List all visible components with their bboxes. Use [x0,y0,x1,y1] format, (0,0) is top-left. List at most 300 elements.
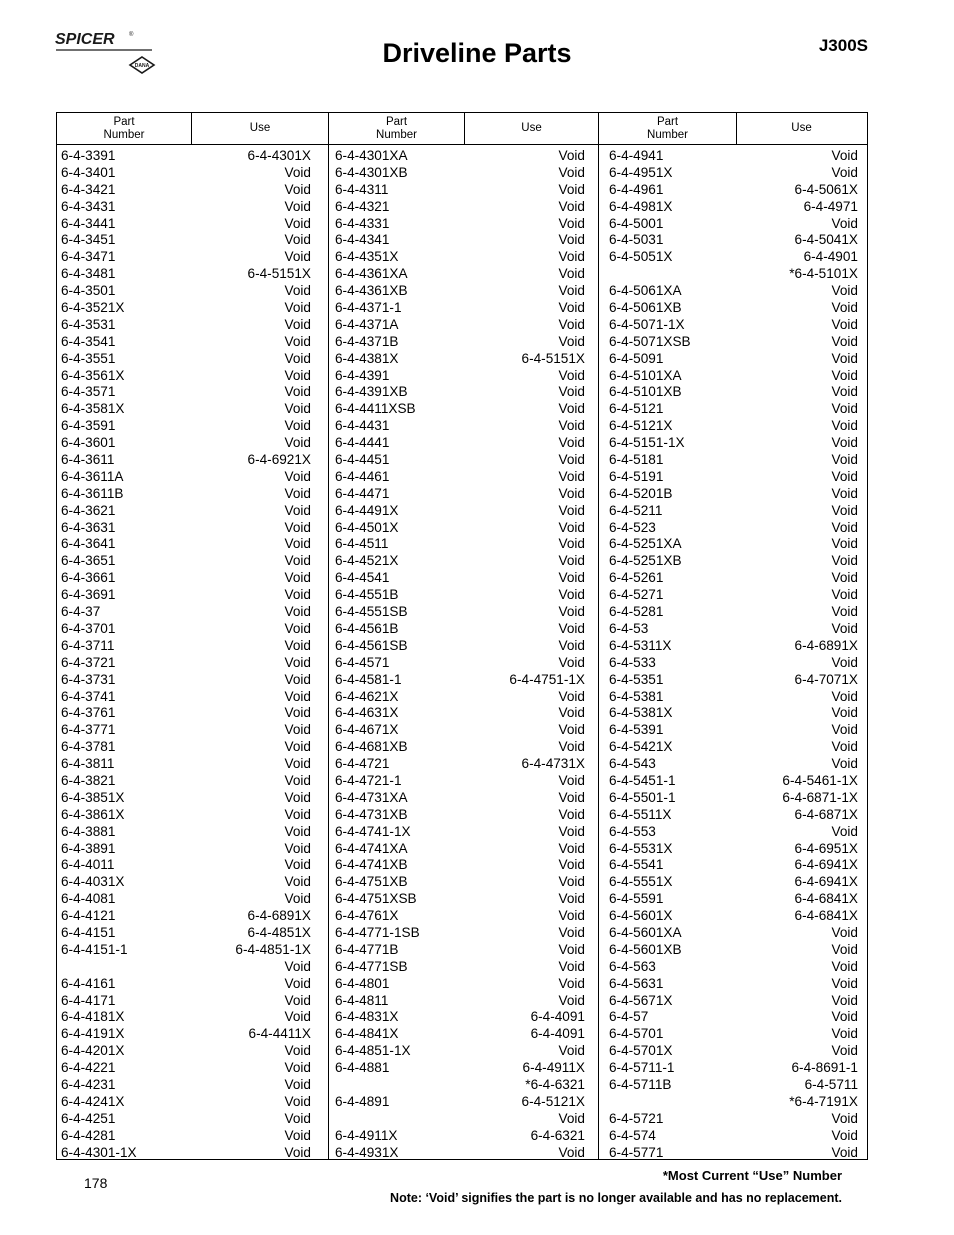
table-row [609,199,858,216]
table-row [335,216,585,233]
table-row [61,351,311,368]
use-cell: *6-4-6321 [525,1076,585,1092]
part-number-cell: 6-4-4231 [61,1076,116,1092]
part-number-cell: 6-4-4621X [335,688,399,704]
use-cell: Void [558,367,585,383]
part-number-cell: 6-4-4391 [335,367,390,383]
use-cell: 6-4-6871-1X [782,789,858,805]
table-row [609,773,858,790]
use-cell: Void [558,806,585,822]
use-cell: Void [284,502,311,518]
table-row [335,486,585,503]
table-row [335,672,585,689]
table-row [335,1026,585,1043]
part-number-cell: 6-4-3571 [61,384,116,400]
header-divider [191,113,192,144]
part-number-cell: 6-4-4461 [335,468,390,484]
use-cell: Void [558,1043,585,1059]
use-cell: Void [284,181,311,197]
use-cell: Void [831,1144,858,1160]
table-row [335,739,585,756]
table-row [61,655,311,672]
use-cell: 6-4-4731X [521,756,585,772]
use-cell: Void [284,485,311,501]
use-cell: Void [558,772,585,788]
table-row [61,266,311,283]
part-number-cell: 6-4-4551B [335,587,399,603]
table-row [61,165,311,182]
table-row [609,486,858,503]
part-number-cell: 6-4-4121 [61,908,116,924]
part-number-cell: 6-4-5771 [609,1144,664,1160]
use-cell: Void [284,1110,311,1126]
part-number-cell: 6-4-4281 [61,1127,116,1143]
use-cell: Void [284,283,311,299]
use-cell: Void [831,468,858,484]
use-cell: Void [831,553,858,569]
part-number-cell: 6-4-4561B [335,620,399,636]
use-cell: Void [831,756,858,772]
table-row [609,1145,858,1162]
part-number-cell: 6-4-5121 [609,401,664,417]
table-row [609,672,858,689]
table-row [609,216,858,233]
part-number-cell: 6-4-3401 [61,164,116,180]
part-number-cell: 6-4-4451 [335,452,390,468]
part-number-cell: 6-4-5251XA [609,536,682,552]
part-number-cell: 6-4-5391 [609,722,664,738]
table-row [335,722,585,739]
table-row [335,790,585,807]
use-cell: Void [558,1110,585,1126]
part-number-cell: 6-4-4191X [61,1026,125,1042]
table-row [335,520,585,537]
use-cell: Void [831,215,858,231]
part-number-cell: 6-4-3611B [61,485,124,501]
use-cell: 6-4-6941X [794,874,858,890]
page-title: Driveline Parts [382,38,572,68]
footnote: *Most Current “Use” Number [662,1168,842,1183]
parts-column-3 [609,148,858,1161]
part-number-cell: 6-4-5511X [609,806,672,822]
table-row [609,300,858,317]
table-row [335,773,585,790]
table-row [61,182,311,199]
table-row [609,824,858,841]
use-cell: Void [558,958,585,974]
table-row [609,536,858,553]
part-number-cell: 6-4-5541 [609,857,664,873]
use-cell: Void [284,789,311,805]
table-row [61,317,311,334]
part-number-cell: 6-4-3481 [61,266,116,282]
part-number-cell: 6-4-3471 [61,249,116,265]
part-number-cell: 6-4-3551 [61,350,116,366]
use-cell: Void [558,502,585,518]
use-cell: Void [558,941,585,957]
table-row [61,148,311,165]
use-cell: Void [558,215,585,231]
use-cell: Void [558,840,585,856]
use-cell: Void [831,435,858,451]
table-row [335,807,585,824]
table-row [609,874,858,891]
parts-column-2 [335,148,585,1161]
use-cell: Void [558,637,585,653]
part-number-cell: 6-4-3761 [61,705,116,721]
part-number-cell: 6-4-4681XB [335,739,408,755]
part-number-cell: 6-4-4151 [61,924,116,940]
column-divider [328,113,329,1159]
part-number-cell: 6-4-53 [609,620,649,636]
table-row [609,1077,858,1094]
part-number-cell: 6-4-5551X [609,874,673,890]
use-cell: Void [558,536,585,552]
table-row [335,553,585,570]
use-cell: Void [558,857,585,873]
part-number-cell: 6-4-4351X [335,249,399,265]
use-cell: Void [284,992,311,1008]
table-row [335,942,585,959]
table-row [61,1111,311,1128]
part-number-cell: 6-4-4931X [335,1144,399,1160]
table-row [61,452,311,469]
table-row [61,942,311,959]
table-row [609,553,858,570]
table-row [335,266,585,283]
part-number-cell: 6-4-3561X [61,367,125,383]
use-cell: Void [831,300,858,316]
part-number-cell: 6-4-3861X [61,806,125,822]
table-row [609,621,858,638]
use-cell: Void [831,1127,858,1143]
table-row [61,1094,311,1111]
use-cell: Void [284,570,311,586]
use-cell: Void [284,739,311,755]
part-number-cell: 6-4-3441 [61,215,116,231]
use-cell: Void [831,367,858,383]
part-number-cell: 6-4-5711-1 [609,1060,675,1076]
table-row [335,841,585,858]
table-row [609,976,858,993]
use-cell: 6-4-4911X [522,1060,585,1076]
part-number-cell: 6-4-4491X [335,502,399,518]
use-cell: Void [831,350,858,366]
table-row [335,587,585,604]
use-cell: Void [558,468,585,484]
table-row [61,672,311,689]
use-cell: Void [284,654,311,670]
table-row [335,655,585,672]
table-row [61,908,311,925]
header-use-3: Use [791,122,812,134]
use-cell: Void [558,620,585,636]
use-cell: Void [284,772,311,788]
table-row [335,604,585,621]
use-cell: Void [831,739,858,755]
use-cell: Void [284,316,311,332]
part-number-cell: 6-4-3771 [61,722,116,738]
use-cell: 6-4-6321 [530,1127,585,1143]
table-row [61,773,311,790]
use-cell: Void [831,823,858,839]
table-row [335,232,585,249]
use-cell: 6-4-6951X [794,840,858,856]
use-cell: Void [558,452,585,468]
part-number-cell: 6-4-3581X [61,401,125,417]
use-cell: Void [284,891,311,907]
use-cell: 6-4-5041X [794,232,858,248]
part-number-cell: 6-4-5591 [609,891,664,907]
table-row [609,266,858,283]
table-row [61,807,311,824]
part-number-cell: 6-4-5501-1 [609,789,676,805]
use-cell: 6-4-4411X [248,1026,311,1042]
use-cell: Void [284,333,311,349]
part-number-cell: 6-4-4391XB [335,384,408,400]
part-number-cell: 6-4-523 [609,519,656,535]
table-row [609,689,858,706]
header-use-1: Use [249,122,271,134]
use-cell: Void [831,654,858,670]
table-row [61,604,311,621]
part-number-cell: 6-4-5381 [609,688,664,704]
use-cell: Void [558,604,585,620]
part-number-cell: 6-4-4801 [335,975,390,991]
table-row [335,401,585,418]
part-number-cell: 6-4-4371-1 [335,300,402,316]
use-cell: Void [284,604,311,620]
use-cell: Void [284,536,311,552]
table-row [61,216,311,233]
part-number-cell: 6-4-4561SB [335,637,408,653]
table-row [609,165,858,182]
part-number-cell: 6-4-4471 [335,485,390,501]
table-row [335,148,585,165]
table-row [335,182,585,199]
part-number-cell: 6-4-37 [61,604,101,620]
table-row [61,689,311,706]
part-number-cell: 6-4-4361XB [335,283,408,299]
part-number-cell: 6-4-3881 [61,823,116,839]
use-cell: Void [831,620,858,636]
use-cell: Void [831,941,858,957]
use-cell: Void [284,384,311,400]
parts-column-1 [61,148,311,1161]
table-row [335,418,585,435]
header-divider [736,113,737,144]
use-cell: Void [558,519,585,535]
use-cell: 6-4-6871X [794,806,858,822]
part-number-cell: 6-4-3661 [61,570,116,586]
part-number-cell: 6-4-4441 [335,435,390,451]
part-number-cell: 6-4-5711B [609,1076,672,1092]
use-cell: 6-4-4851-1X [235,941,311,957]
use-cell: Void [558,401,585,417]
part-number-cell: 6-4-4891 [335,1093,390,1109]
use-cell: Void [284,350,311,366]
part-number-cell: 6-4-57 [609,1009,649,1025]
table-row [335,503,585,520]
part-number-cell: 6-4-3591 [61,418,116,434]
part-number-cell: 6-4-5531X [609,840,673,856]
use-cell: 6-4-5711 [804,1076,858,1092]
use-cell: Void [558,384,585,400]
part-number-cell: 6-4-4771B [335,941,399,957]
void-note: Note: ‘Void’ signifies the part is no longer available and has no replacement. [390,1191,842,1205]
header-part-number-2: Part Number [376,115,417,141]
table-row [61,638,311,655]
table-row [335,1145,585,1162]
table-row [609,604,858,621]
use-cell: Void [284,637,311,653]
part-number-cell: 6-4-5061XA [609,283,682,299]
use-cell: Void [558,316,585,332]
table-row [609,942,858,959]
logo-brand-text: SPICER [55,31,115,48]
table-row [335,300,585,317]
part-number-cell: 6-4-4961 [609,181,664,197]
part-number-cell: 6-4-4371A [335,316,399,332]
table-row [335,908,585,925]
part-number-cell: 6-4-4201X [61,1043,125,1059]
use-cell: 6-4-6841X [794,908,858,924]
use-cell: 6-4-4901 [803,249,858,265]
part-number-cell: 6-4-4771SB [335,958,408,974]
part-number-cell: 6-4-4761X [335,908,399,924]
part-number-cell: 6-4-3891 [61,840,116,856]
part-number-cell: 6-4-3631 [61,519,116,535]
part-number-cell: 6-4-4941 [609,148,664,163]
table-row [609,1094,858,1111]
use-cell: Void [284,198,311,214]
use-cell: 6-4-6891X [247,908,311,924]
use-cell: 6-4-4091 [530,1026,585,1042]
part-number-cell: 6-4-3701 [61,620,116,636]
table-row [335,756,585,773]
table-row [335,824,585,841]
part-number-cell: 6-4-5671X [609,992,673,1008]
table-row [61,536,311,553]
part-number-cell: 6-4-5061XB [609,300,682,316]
part-number-cell: 6-4-5381X [609,705,673,721]
use-cell: Void [284,975,311,991]
table-row [335,925,585,942]
table-row [335,435,585,452]
table-row [335,283,585,300]
use-cell: Void [284,300,311,316]
use-cell: Void [558,485,585,501]
part-number-cell: 6-4-4751XSB [335,891,417,907]
header-part-number-3: Part Number [647,115,688,141]
part-number-cell: 6-4-4881 [335,1060,390,1076]
table-row [61,976,311,993]
part-number-cell: 6-4-4241X [61,1093,125,1109]
part-number-cell: 6-4-4721 [335,756,390,772]
use-cell: Void [284,164,311,180]
use-cell: Void [831,452,858,468]
part-number-cell: 6-4-4551SB [335,604,408,620]
header-use-2: Use [521,122,542,134]
table-row [335,384,585,401]
part-number-cell: 6-4-4541 [335,570,390,586]
part-number-cell: 6-4-3731 [61,671,116,687]
table-row [61,1043,311,1060]
part-number-cell: 6-4-5181 [609,452,664,468]
use-cell: Void [558,823,585,839]
use-cell: Void [284,1060,311,1076]
use-cell: Void [831,1026,858,1042]
use-cell: Void [284,874,311,890]
part-number-cell: 6-4-5261 [609,570,664,586]
use-cell: Void [831,958,858,974]
part-number-cell: 6-4-5281 [609,604,664,620]
table-row [61,925,311,942]
table-row [609,435,858,452]
table-row [609,638,858,655]
part-number-cell: 6-4-4221 [61,1060,116,1076]
part-number-cell: 6-4-5351 [609,671,664,687]
use-cell: Void [831,316,858,332]
use-cell: Void [558,874,585,890]
use-cell: 6-4-5461-1X [782,772,858,788]
table-row [335,1111,585,1128]
table-row [335,570,585,587]
part-number-cell: 6-4-5601XA [609,924,682,940]
part-number-cell: 6-4-4081 [61,891,116,907]
use-cell: Void [831,401,858,417]
part-number-cell: 6-4-4311 [335,181,389,197]
part-number-cell: 6-4-3601 [61,435,116,451]
part-number-cell: 6-4-4741XB [335,857,408,873]
table-row [609,384,858,401]
part-number-cell: 6-4-4771-1SB [335,924,420,940]
part-number-cell: 6-4-5251XB [609,553,682,569]
use-cell: Void [284,705,311,721]
part-number-cell: 6-4-4741XA [335,840,408,856]
use-cell: Void [284,468,311,484]
table-row [609,857,858,874]
part-number-cell: 6-4-4381X [335,350,399,366]
logo-sub-brand-text: DANA [134,63,150,69]
use-cell: Void [284,823,311,839]
part-number-cell: 6-4-574 [609,1127,656,1143]
use-cell: Void [831,164,858,180]
table-row [609,959,858,976]
use-cell: Void [558,722,585,738]
use-cell: Void [284,435,311,451]
use-cell: 6-4-6941X [794,857,858,873]
part-number-cell: 6-4-5631 [609,975,664,991]
use-cell: Void [558,418,585,434]
part-number-cell: 6-4-4321 [335,198,390,214]
table-row [61,401,311,418]
use-cell: Void [284,756,311,772]
part-number-cell: 6-4-5601X [609,908,673,924]
use-cell: Void [558,283,585,299]
use-cell: Void [284,1043,311,1059]
table-row [609,503,858,520]
use-cell: Void [284,519,311,535]
use-cell: Void [831,722,858,738]
part-number-cell: 6-4-4911X [335,1127,398,1143]
table-row [335,1043,585,1060]
part-number-cell: 6-4-5701 [609,1026,664,1042]
table-row [61,418,311,435]
use-cell: Void [831,333,858,349]
use-cell: Void [558,249,585,265]
use-cell: Void [558,232,585,248]
